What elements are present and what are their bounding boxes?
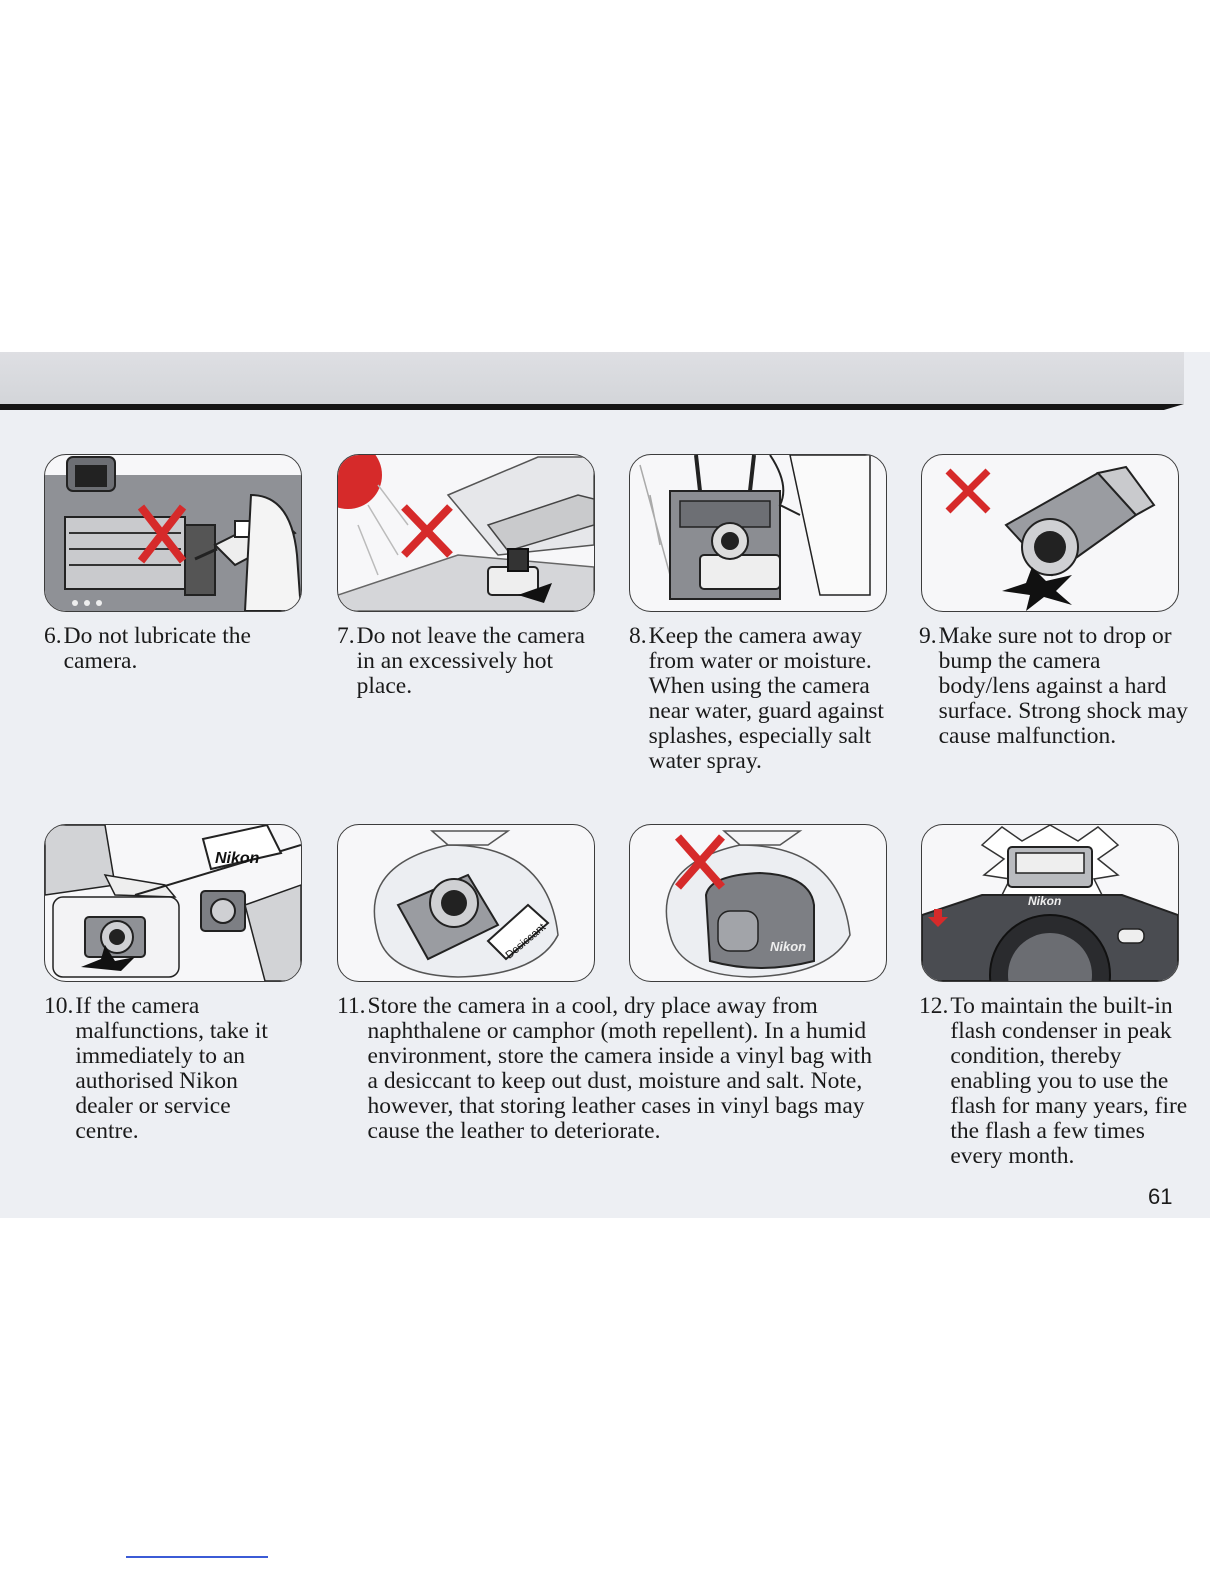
illustration-vinyl-bag-desiccant <box>337 824 595 982</box>
item-number: 9. <box>919 623 937 649</box>
leather-case-in-bag-drawing <box>630 825 886 981</box>
illustration-no-moisture <box>629 454 887 612</box>
header-rule <box>0 404 1184 410</box>
camera-in-hot-car-drawing <box>338 455 594 611</box>
desiccant-label-text: Desiccant <box>503 921 549 962</box>
nikon-case-text: Nikon <box>770 939 807 954</box>
item-number: 7. <box>337 623 355 649</box>
footer-link-underline[interactable] <box>126 1556 268 1558</box>
camera-in-bag-drawing <box>338 825 594 981</box>
item-text: Keep the camera away from water or moisture. When using the camera near water, guard against splashes, especially salt water spray. <box>648 623 884 774</box>
built-in-flash-drawing <box>922 825 1178 981</box>
dealer-counter-drawing <box>45 825 301 981</box>
nikon-sign-text: Nikon <box>215 850 260 867</box>
illustration-no-drop <box>921 454 1179 612</box>
item-number: 12. <box>919 993 949 1019</box>
caption-item-9 <box>919 624 1191 749</box>
camera-back-oiler-drawing <box>45 455 301 611</box>
item-number: 11. <box>337 993 366 1019</box>
illustration-no-lubricate <box>44 454 302 612</box>
item-text: Store the camera in a cool, dry place away from naphthalene or camphor (moth repellent). In a humid environment, store the camera inside a vinyl bag with a desiccant to keep out dust, moisture and salt. Note, however, that storing leather cases in vinyl bags may cause the leather to deteriorate. <box>367 993 872 1144</box>
item-text: If the camera malfunctions, take it immediately to an authorised Nikon dealer or service centre. <box>75 993 268 1144</box>
manual-page <box>0 352 1210 1218</box>
caption-item-8 <box>629 624 889 774</box>
illustration-fire-flash <box>921 824 1179 982</box>
header-band <box>0 352 1184 404</box>
nikon-body-text: Nikon <box>1028 894 1062 908</box>
caption-item-11 <box>337 994 887 1144</box>
item-number: 10. <box>44 993 74 1019</box>
caption-item-6 <box>44 624 284 674</box>
item-number: 8. <box>629 623 647 649</box>
caption-item-10 <box>44 994 284 1144</box>
item-text: Do not leave the camera in an excessively hot place. <box>356 623 585 699</box>
camera-falling-drawing <box>922 455 1178 611</box>
item-text: To maintain the built-in flash condenser in peak condition, thereby enabling you to use the flash for many years, fire the flash a few times every month. <box>950 993 1188 1169</box>
caption-item-12 <box>919 994 1191 1169</box>
item-number: 6. <box>44 623 62 649</box>
item-text: Do not lubricate the camera. <box>63 623 251 674</box>
camera-bag-rain-drawing <box>630 455 886 611</box>
illustration-no-heat <box>337 454 595 612</box>
caption-item-7 <box>337 624 593 699</box>
page-number: 61 <box>1148 1184 1173 1209</box>
item-text: Make sure not to drop or bump the camera body/lens against a hard surface. Strong shock may cause malfunction. <box>938 623 1188 749</box>
illustration-no-leather-in-bag <box>629 824 887 982</box>
illustration-service-dealer <box>44 824 302 982</box>
